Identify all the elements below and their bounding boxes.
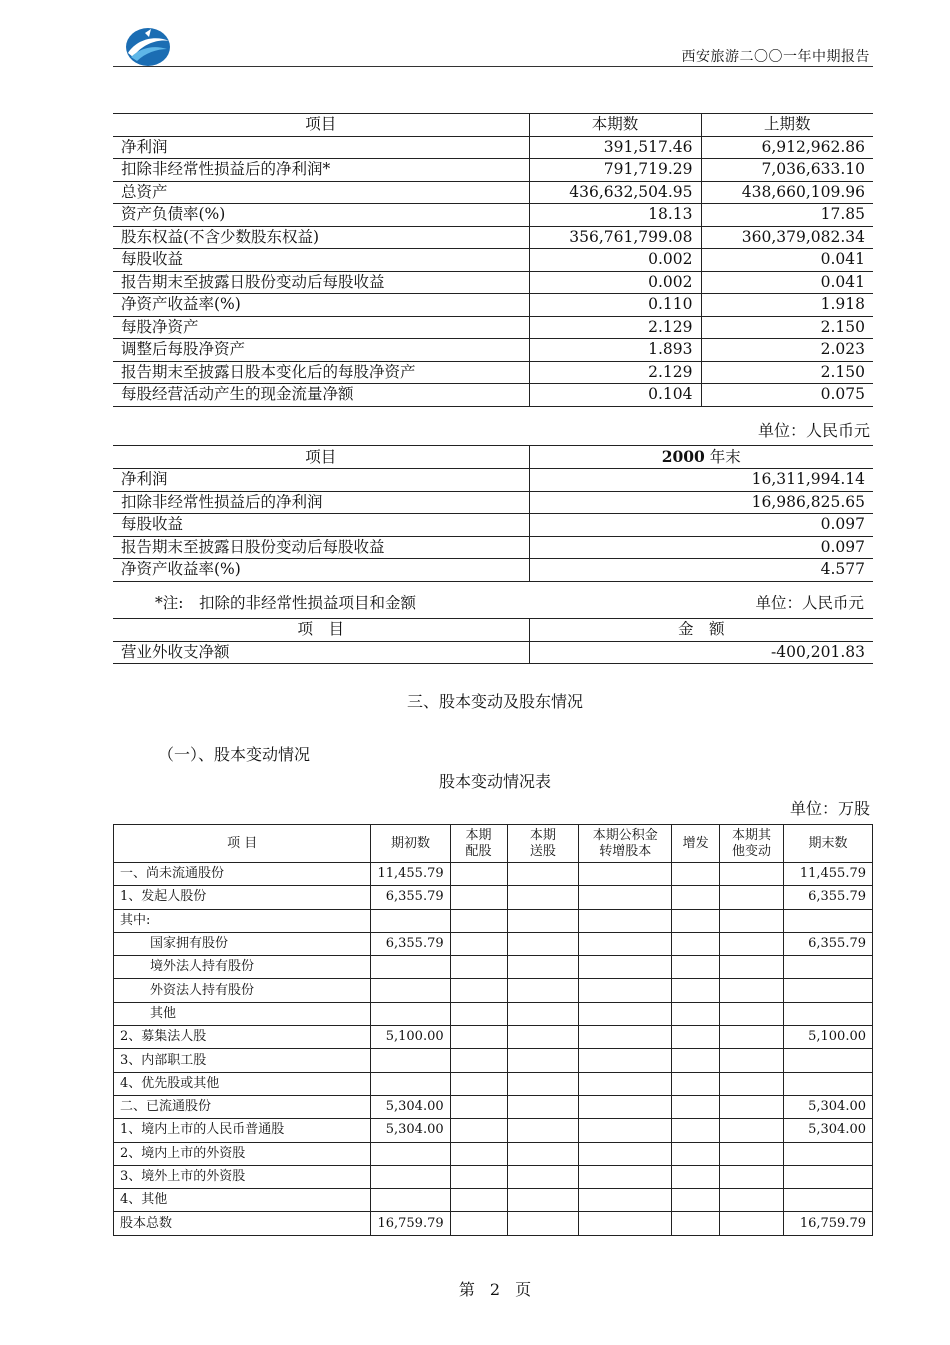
row-item: 净利润 bbox=[113, 469, 529, 492]
header-capitalization bbox=[579, 825, 672, 863]
row-item: 报告期末至披露日股份变动后每股收益 bbox=[113, 536, 529, 559]
table-row bbox=[113, 491, 873, 514]
unit-label: 单位：万股 bbox=[789, 799, 870, 818]
table-row bbox=[114, 1142, 873, 1165]
table-header-row bbox=[113, 619, 873, 642]
row-previous: 2.150 bbox=[701, 361, 873, 384]
table-row bbox=[113, 361, 873, 384]
row-item: 总资产 bbox=[113, 181, 529, 204]
row-opening: 5,304.00 bbox=[371, 1119, 450, 1142]
header-line: 本期 bbox=[529, 827, 556, 843]
table-row bbox=[113, 271, 873, 294]
row-item: 每股经营活动产生的现金流量净额 bbox=[113, 384, 529, 407]
row-item: 其中: bbox=[114, 909, 371, 932]
row-item: 二、已流通股份 bbox=[114, 1095, 371, 1118]
row-current: 0.104 bbox=[529, 384, 701, 407]
header-other-changes bbox=[720, 825, 784, 863]
main-financial-table bbox=[113, 113, 873, 407]
table-header-row bbox=[113, 446, 873, 469]
row-item: 一、尚未流通股份 bbox=[114, 863, 371, 886]
row-opening bbox=[371, 956, 450, 979]
row-previous: 2.023 bbox=[701, 339, 873, 362]
header-additional-issue bbox=[672, 825, 720, 863]
row-closing: 6,355.79 bbox=[784, 932, 873, 955]
table-row bbox=[114, 956, 873, 979]
row-closing: 6,355.79 bbox=[784, 886, 873, 909]
header-line: 增发 bbox=[682, 835, 709, 851]
header-previous: 上期数 bbox=[701, 114, 873, 137]
row-previous: 17.85 bbox=[701, 204, 873, 227]
row-current: 2.129 bbox=[529, 316, 701, 339]
row-current: 391,517.46 bbox=[529, 136, 701, 159]
row-current: 18.13 bbox=[529, 204, 701, 227]
table-row bbox=[114, 932, 873, 955]
row-item: 净资产收益率(%) bbox=[113, 294, 529, 317]
note-label: *注: 扣除的非经常性损益项目和金额 bbox=[155, 594, 416, 612]
header-item: 项目 bbox=[113, 446, 529, 469]
row-item: 3、内部职工股 bbox=[114, 1049, 371, 1072]
row-amount: -400,201.83 bbox=[529, 641, 873, 664]
row-item: 每股净资产 bbox=[113, 316, 529, 339]
table-caption: 股本变动情况表 bbox=[438, 772, 551, 791]
table-row bbox=[114, 1095, 873, 1118]
table-row bbox=[113, 384, 873, 407]
company-logo bbox=[125, 27, 171, 67]
row-item: 2、募集法人股 bbox=[114, 1026, 371, 1049]
header-rights-issue bbox=[450, 825, 507, 863]
row-closing bbox=[784, 1189, 873, 1212]
row-previous: 438,660,109.96 bbox=[701, 181, 873, 204]
year-2000-table bbox=[113, 445, 873, 582]
header-item: 项 目 bbox=[113, 619, 529, 642]
nonrecurring-table bbox=[113, 618, 873, 664]
row-current: 1.893 bbox=[529, 339, 701, 362]
company-logo-icon bbox=[125, 27, 171, 67]
subsection-title: （一）、股本变动情况 bbox=[158, 745, 311, 764]
row-item: 营业外收支净额 bbox=[113, 641, 529, 664]
table-row bbox=[114, 1026, 873, 1049]
row-item: 净资产收益率(%) bbox=[113, 559, 529, 582]
header-line: 配股 bbox=[465, 843, 492, 859]
row-item: 国家拥有股份 bbox=[114, 932, 371, 955]
row-closing: 5,304.00 bbox=[784, 1119, 873, 1142]
header-closing bbox=[784, 825, 873, 863]
table-row bbox=[114, 909, 873, 932]
table-row bbox=[113, 294, 873, 317]
page-number: 第 2 页 bbox=[458, 1280, 532, 1299]
row-opening bbox=[371, 1072, 450, 1095]
row-previous: 0.041 bbox=[701, 249, 873, 272]
row-opening: 16,759.79 bbox=[371, 1212, 450, 1235]
row-current: 436,632,504.95 bbox=[529, 181, 701, 204]
header-line: 本期 bbox=[465, 827, 492, 843]
header-year-suffix: 年末 bbox=[704, 448, 741, 466]
header-line: 转增股本 bbox=[599, 843, 652, 859]
row-item: 每股收益 bbox=[113, 514, 529, 537]
row-previous: 2.150 bbox=[701, 316, 873, 339]
row-closing bbox=[784, 909, 873, 932]
row-closing bbox=[784, 1165, 873, 1188]
row-value: 16,986,825.65 bbox=[529, 491, 873, 514]
header-line: 本期其 bbox=[732, 827, 772, 843]
row-current: 0.002 bbox=[529, 271, 701, 294]
header-item bbox=[114, 825, 371, 863]
table-row bbox=[114, 1072, 873, 1095]
header-line: 期初数 bbox=[391, 835, 431, 851]
share-change-table bbox=[113, 824, 873, 1236]
row-opening bbox=[371, 1002, 450, 1025]
row-opening bbox=[371, 979, 450, 1002]
table-row bbox=[113, 514, 873, 537]
row-closing bbox=[784, 956, 873, 979]
row-item: 调整后每股净资产 bbox=[113, 339, 529, 362]
row-previous: 360,379,082.34 bbox=[701, 226, 873, 249]
row-item: 股东权益(不含少数股东权益) bbox=[113, 226, 529, 249]
report-title: 西安旅游二〇〇一年中期报告 bbox=[681, 49, 870, 65]
row-closing bbox=[784, 1049, 873, 1072]
table-row bbox=[113, 181, 873, 204]
table-row bbox=[113, 159, 873, 182]
unit-label: 单位：人民币元 bbox=[755, 594, 864, 612]
table-row bbox=[114, 886, 873, 909]
table-row bbox=[113, 559, 873, 582]
row-item: 资产负债率(%) bbox=[113, 204, 529, 227]
row-closing: 16,759.79 bbox=[784, 1212, 873, 1235]
row-closing: 5,100.00 bbox=[784, 1026, 873, 1049]
row-item: 股本总数 bbox=[114, 1212, 371, 1235]
row-previous: 0.041 bbox=[701, 271, 873, 294]
row-current: 0.110 bbox=[529, 294, 701, 317]
table-row bbox=[114, 1212, 873, 1235]
table-header-row bbox=[113, 114, 873, 137]
header-amount: 金 额 bbox=[529, 619, 873, 642]
header-opening bbox=[371, 825, 450, 863]
row-closing: 11,455.79 bbox=[784, 863, 873, 886]
row-item: 2、境内上市的外资股 bbox=[114, 1142, 371, 1165]
table-row bbox=[114, 1165, 873, 1188]
section-title: 三、股本变动及股东情况 bbox=[406, 692, 583, 711]
row-opening bbox=[371, 1142, 450, 1165]
header-item: 项目 bbox=[113, 114, 529, 137]
row-opening bbox=[371, 909, 450, 932]
row-current: 356,761,799.08 bbox=[529, 226, 701, 249]
row-item: 4、其他 bbox=[114, 1189, 371, 1212]
row-previous: 0.075 bbox=[701, 384, 873, 407]
row-value: 0.097 bbox=[529, 514, 873, 537]
table-row bbox=[113, 316, 873, 339]
table-row bbox=[113, 136, 873, 159]
row-item: 每股收益 bbox=[113, 249, 529, 272]
unit-label: 单位：人民币元 bbox=[757, 421, 870, 440]
row-opening bbox=[371, 1049, 450, 1072]
row-previous: 7,036,633.10 bbox=[701, 159, 873, 182]
row-current: 0.002 bbox=[529, 249, 701, 272]
table-row bbox=[114, 1189, 873, 1212]
table-header-row bbox=[114, 825, 873, 863]
row-opening: 11,455.79 bbox=[371, 863, 450, 886]
table-row bbox=[113, 339, 873, 362]
row-item: 扣除非经常性损益后的净利润* bbox=[113, 159, 529, 182]
row-closing bbox=[784, 1142, 873, 1165]
header-line: 本期公积金 bbox=[592, 827, 658, 843]
row-previous: 1.918 bbox=[701, 294, 873, 317]
row-item: 报告期末至披露日股本变化后的每股净资产 bbox=[113, 361, 529, 384]
row-opening: 6,355.79 bbox=[371, 932, 450, 955]
row-item: 4、优先股或其他 bbox=[114, 1072, 371, 1095]
row-closing bbox=[784, 1072, 873, 1095]
table-row bbox=[114, 979, 873, 1002]
table-row bbox=[113, 226, 873, 249]
row-opening: 6,355.79 bbox=[371, 886, 450, 909]
row-item: 扣除非经常性损益后的净利润 bbox=[113, 491, 529, 514]
row-closing: 5,304.00 bbox=[784, 1095, 873, 1118]
table-row bbox=[113, 536, 873, 559]
row-opening: 5,304.00 bbox=[371, 1095, 450, 1118]
row-closing bbox=[784, 1002, 873, 1025]
header-bonus-issue bbox=[507, 825, 579, 863]
header-line: 送股 bbox=[529, 843, 556, 859]
row-current: 2.129 bbox=[529, 361, 701, 384]
table-row bbox=[113, 469, 873, 492]
table-row bbox=[113, 641, 873, 664]
header-line: 他变动 bbox=[732, 843, 772, 859]
row-opening bbox=[371, 1189, 450, 1212]
row-item: 3、境外上市的外资股 bbox=[114, 1165, 371, 1188]
row-item: 外资法人持有股份 bbox=[114, 979, 371, 1002]
table-row bbox=[114, 1002, 873, 1025]
row-item: 境外法人持有股份 bbox=[114, 956, 371, 979]
header-line: 项 目 bbox=[227, 835, 258, 851]
header-year-number: 2000 bbox=[661, 447, 705, 466]
table-row bbox=[114, 1119, 873, 1142]
row-item: 其他 bbox=[114, 1002, 371, 1025]
row-value: 0.097 bbox=[529, 536, 873, 559]
row-closing bbox=[784, 979, 873, 1002]
row-value: 4.577 bbox=[529, 559, 873, 582]
header-year bbox=[529, 446, 873, 469]
table-row bbox=[113, 249, 873, 272]
row-item: 报告期末至披露日股份变动后每股收益 bbox=[113, 271, 529, 294]
row-item: 净利润 bbox=[113, 136, 529, 159]
row-previous: 6,912,962.86 bbox=[701, 136, 873, 159]
row-current: 791,719.29 bbox=[529, 159, 701, 182]
row-opening: 5,100.00 bbox=[371, 1026, 450, 1049]
row-item: 1、发起人股份 bbox=[114, 886, 371, 909]
row-item: 1、境内上市的人民币普通股 bbox=[114, 1119, 371, 1142]
header-line: 期末数 bbox=[808, 835, 848, 851]
row-opening bbox=[371, 1165, 450, 1188]
table-row bbox=[114, 1049, 873, 1072]
header-divider bbox=[113, 66, 873, 67]
table-row bbox=[114, 863, 873, 886]
table-row bbox=[113, 204, 873, 227]
row-value: 16,311,994.14 bbox=[529, 469, 873, 492]
header-current: 本期数 bbox=[529, 114, 701, 137]
